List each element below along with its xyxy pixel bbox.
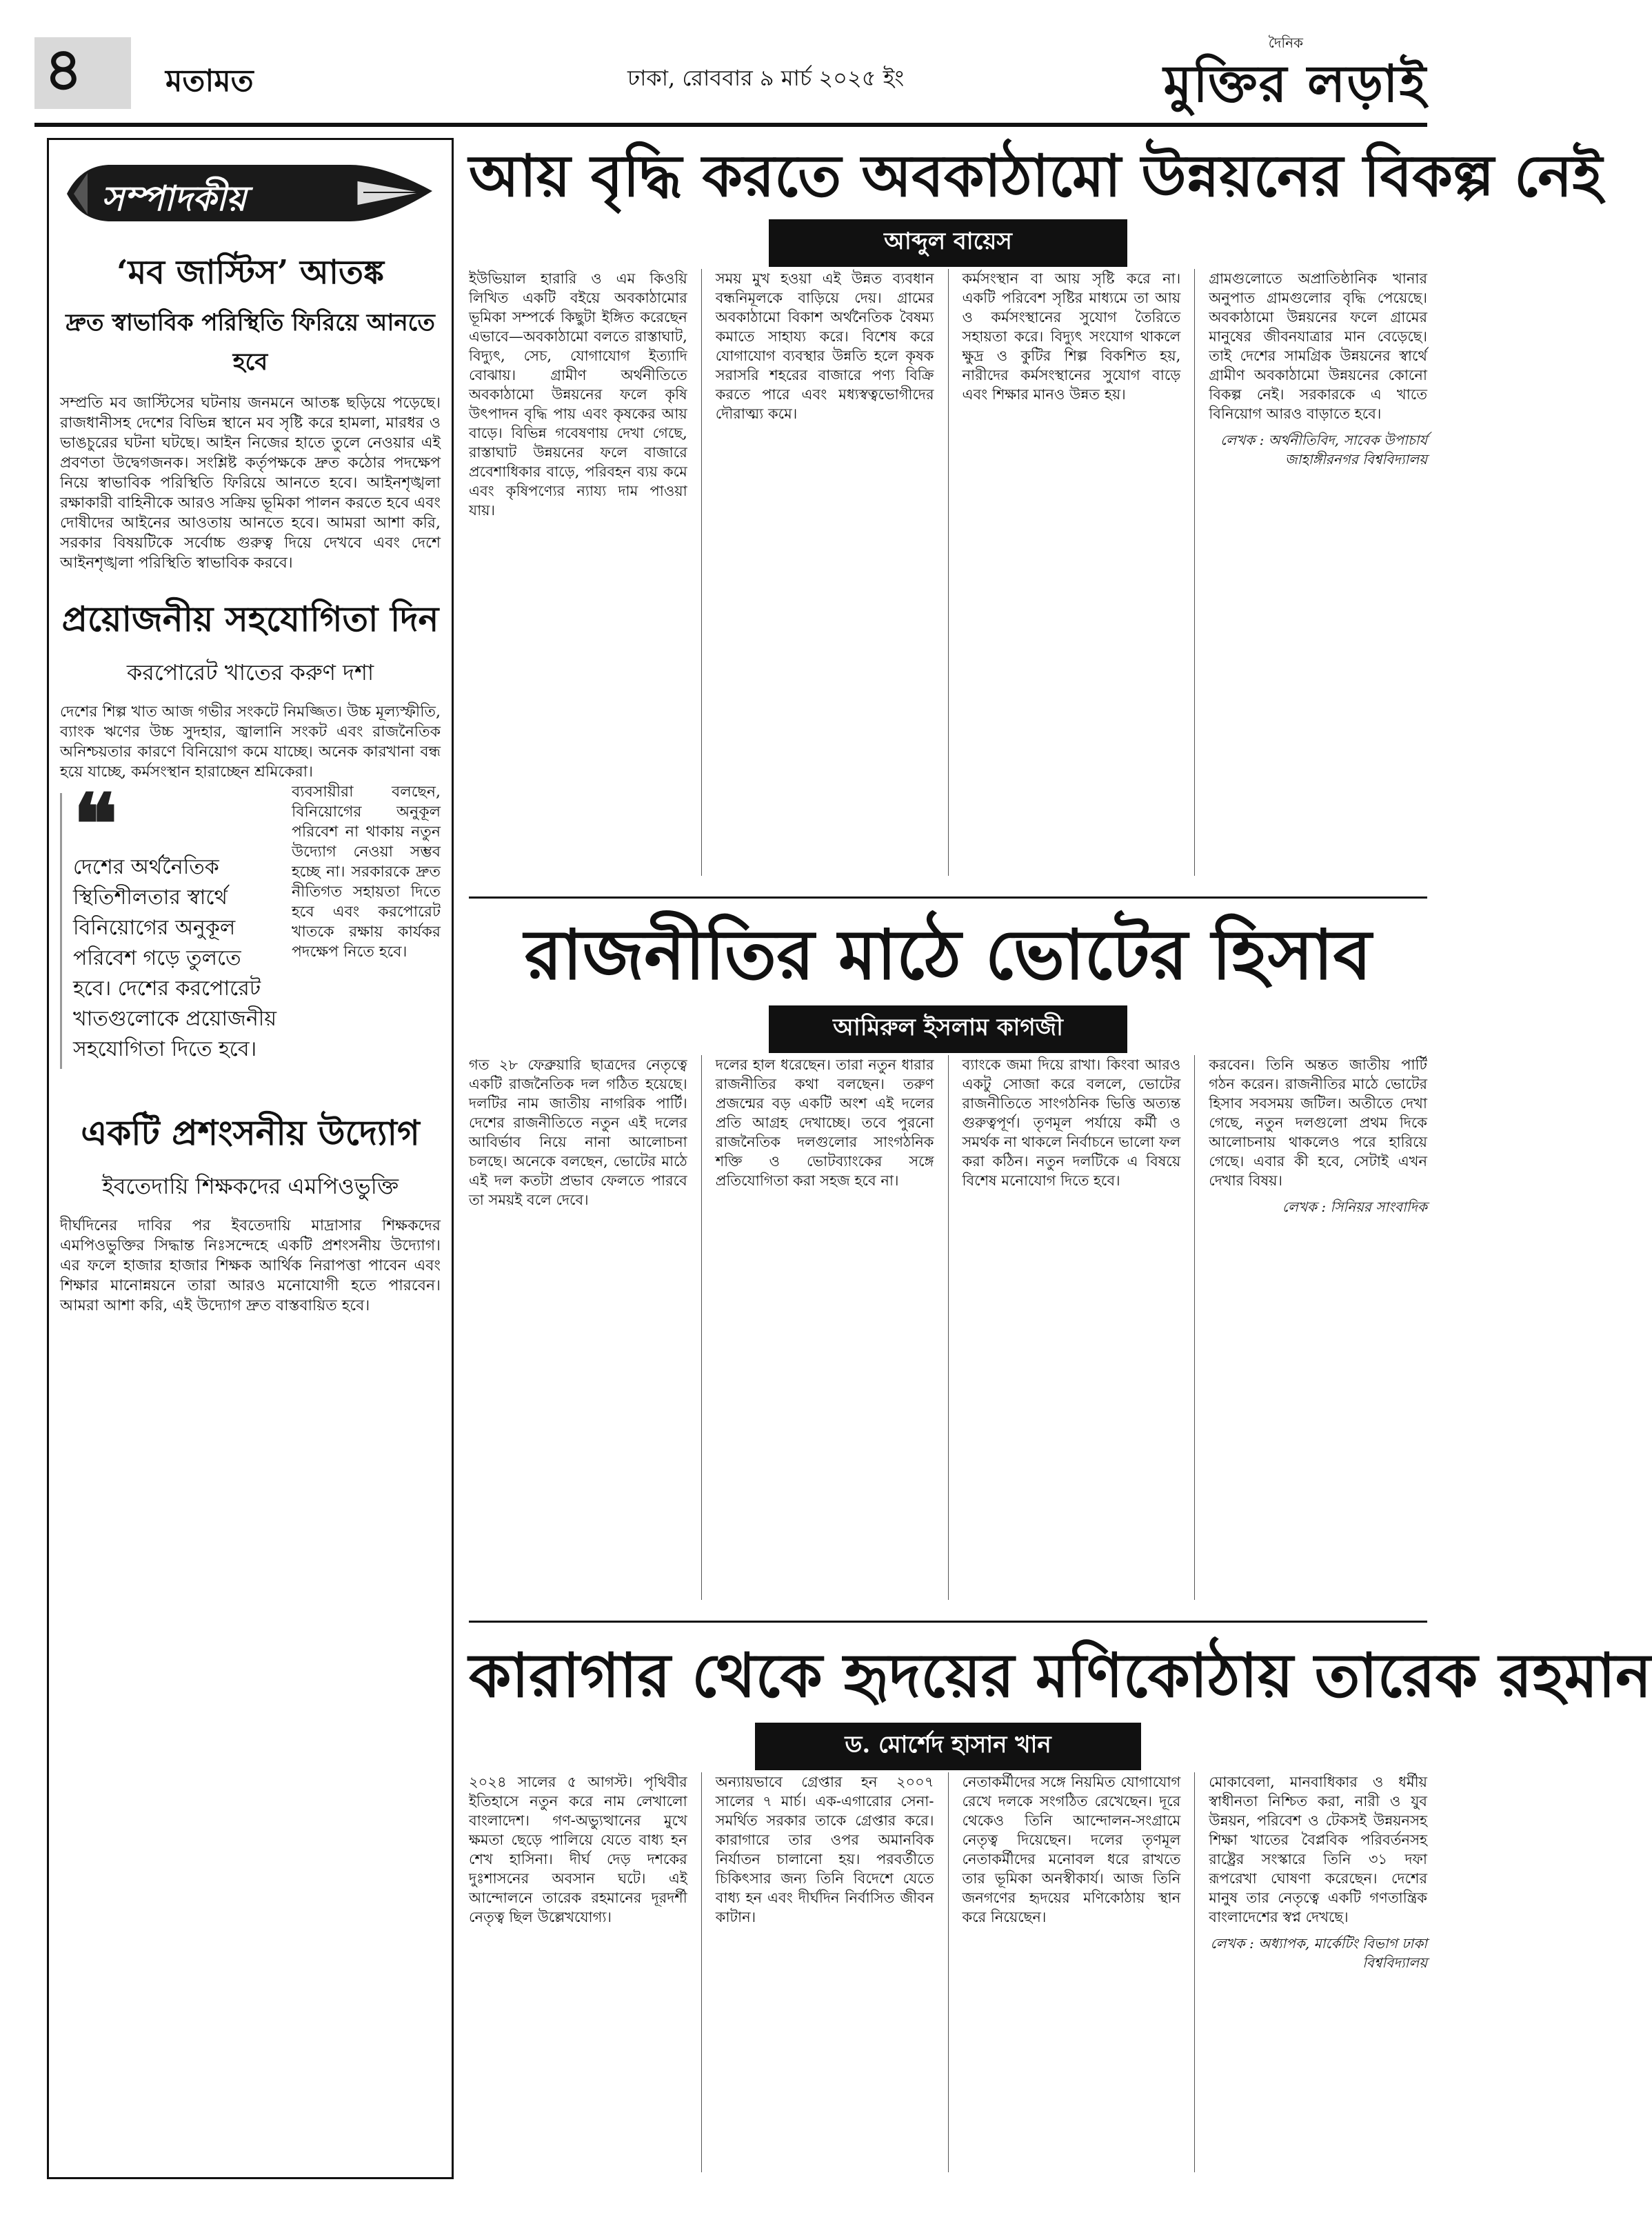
column-divider — [948, 1772, 949, 2172]
article-separator — [469, 1621, 1427, 1623]
section3-title: একটি প্রশংসনীয় উদ্যোগ — [81, 1112, 420, 1153]
editorial-subtitle: দ্রুত স্বাভাবিক পরিস্থিতি ফিরিয়ে আনতে হবে — [66, 309, 435, 376]
editorial-column — [47, 138, 454, 2179]
article-infrastructure — [469, 138, 1603, 890]
article2-last-column-text: করবেন। তিনি অন্তত জাতীয় পার্টি গঠন করেন। রাজনীতির মাঠে ভোটের হিসাব সবসময় জটিল। অতীতে দেখা গেছে, নতুন দলগুলো প্রথম দিকে আলোচনায় থাকলেও পরে হারিয়ে গেছে। এবার কী হবে, সেটাই এখন দেখার বিষয়। — [1209, 1056, 1427, 1189]
section2-body-continued: ব্যবসায়ীরা বলছেন, বিনিয়োগের অনুকূল পরিবেশ না থাকায় নতুন উদ্যোগ নেওয়া সম্ভব হচ্ছে না। সরকারকে দ্রুত নীতিগত সহায়তা দিতে হবে এবং করপোরেট খাতকে রক্ষায় কার্যকর পদক্ষেপ নিতে হবে। — [292, 783, 441, 961]
article1-column: কর্মসংস্থান বা আয় সৃষ্টি করে না। একটি পরিবেশ সৃষ্টির মাধ্যমে তা আয় ও কর্মসংস্থানের সুযোগ তৈরিতে সহায়তা করে। বিদ্যুৎ সংযোগ থাকলে ক্ষুদ্র ও কুটির শিল্প বিকশিত হয়, নারীদের কর্মসংস্থানের সুযোগ বাড়ে এবং শিক্ষার মানও উন্নত হয়। — [962, 270, 1181, 403]
column-divider — [1194, 1772, 1195, 2172]
article2-column: ব্যাংকে জমা দিয়ে রাখা। কিংবা আরও একটু সোজা করে বললে, ভোটের রাজনীতিতে সাংগঠনিক ভিত্তি অত্যন্ত গুরুত্বপূর্ণ। তৃণমূল পর্যায়ে কর্মী ও সমর্থক না থাকলে নির্বাচনে ভালো ফল করা কঠিন। নতুন দলটিকে এ বিষয়ে বিশেষ মনোযোগ দিতে হবে। — [962, 1056, 1181, 1189]
article3-column: নেতাকর্মীদের সঙ্গে নিয়মিত যোগাযোগ রেখে দলকে সংগঠিত রেখেছেন। দূরে থেকেও তিনি আন্দোলন-সংগ্রামে নেতৃত্ব দিয়েছেন। দলের তৃণমূল নেতাকর্মীদের মনোবল ধরে রাখতে তার ভূমিকা অনস্বীকার্য। আজ তিনি জনগণের হৃদয়ের মণিকোঠায় স্থান করে নিয়েছেন। — [962, 1774, 1181, 1925]
article3-columns — [469, 1772, 1427, 2172]
article1-byline: আব্দুল বায়েস — [769, 219, 1127, 267]
pull-quote-text: দেশের অর্থনৈতিক স্থিতিশীলতার স্বার্থে বিনিয়োগের অনুকূল পরিবেশ গড়ে তুলতে হবে। দেশের করপোরেট খাতগুলোকে প্রয়োজনীয় সহযোগিতা দিতে হবে। — [73, 855, 277, 1061]
section3-body: দীর্ঘদিনের দাবির পর ইবতেদায়ি মাদ্রাসার শিক্ষকদের এমপিওভুক্তির সিদ্ধান্ত নিঃসন্দেহে একটি প্রশংসনীয় উদ্যোগ। এর ফলে হাজার হাজার শিক্ষক আর্থিক নিরাপত্তা পাবেন এবং শিক্ষার মানোন্নয়নে তারা আরও মনোযোগী হতে পারবেন। আমরা আশা করি, এই উদ্যোগ দ্রুত বাস্তবায়িত হবে। — [60, 1217, 441, 1314]
article2-credit: লেখক : সিনিয়র সাংবাদিক — [1282, 1199, 1427, 1215]
quote-mark-icon: ❝ — [73, 776, 118, 873]
logo-main-text: মুক্তির লড়াই — [1163, 54, 1427, 114]
article1-last-column-text: গ্রামগুলোতে অপ্রাতিষ্ঠানিক খানার অনুপাত গ্রামগুলোর বৃদ্ধি পেয়েছে। অবকাঠামো উন্নয়নের ফলে গ্রামের মানুষের জীবনযাত্রার মান বেড়েছে। তাই দেশের সামগ্রিক উন্নয়নের স্বার্থে গ্রামীণ অবকাঠামো উন্নয়নের কোনো বিকল্প নেই। সরকারকে এ খাতে বিনিয়োগ আরও বাড়াতে হবে। — [1209, 270, 1427, 422]
masthead — [34, 33, 1427, 116]
editorial-body: সম্প্রতি মব জাস্টিসের ঘটনায় জনমনে আতঙ্ক ছড়িয়ে পড়েছে। রাজধানীসহ দেশের বিভিন্ন স্থানে মব সৃষ্টি করে হামলা, মারধর ও ভাঙচুরের ঘটনা ঘটছে। আইন নিজের হাতে তুলে নেওয়ার এই প্রবণতা উদ্বেগজনক। সংশ্লিষ্ট কর্তৃপক্ষকে দ্রুত কঠোর পদক্ষেপ নিয়ে স্বাভাবিক পরিস্থিতি ফিরিয়ে আনতে হবে। আইনশৃঙ্খলা রক্ষাকারী বাহিনীকে আরও সক্রিয় ভূমিকা পালন করতে হবে এবং দোষীদের আইনের আওতায় আনতে হবে। আমরা আশা করি, সরকার বিষয়টিকে সর্বোচ্চ গুরুত্ব দিয়ে দেখবে এবং দেশে আইনশৃঙ্খলা পরিস্থিতি স্বাভাবিক করবে। — [60, 394, 441, 572]
editorial-banner — [60, 152, 441, 235]
article1-column — [1209, 269, 1427, 876]
article1-headline: আয় বৃদ্ধি করতে অবকাঠামো উন্নয়নের বিকল্প নেই — [469, 142, 1603, 210]
article3-headline: কারাগার থেকে হৃদয়ের মণিকোঠায় তারেক রহমান — [469, 1640, 1652, 1711]
column-divider — [948, 269, 949, 876]
section2-subtitle: করপোরেট খাতের করুণ দশা — [126, 659, 374, 685]
article-vote-politics — [469, 910, 1427, 1614]
spacer — [60, 1080, 441, 1087]
column-divider — [948, 1055, 949, 1600]
newspaper-logo — [1124, 33, 1427, 114]
article-separator — [469, 896, 1427, 899]
section3-subtitle: ইবতেদায়ি শিক্ষকদের এমপিওভুক্তি — [101, 1173, 399, 1199]
article3-column: ২০২৪ সালের ৫ আগস্ট। পৃথিবীর ইতিহাসে নতুন করে নাম লেখালো বাংলাদেশ। গণ-অভ্যুত্থানের মুখে ক্ষমতা ছেড়ে পালিয়ে যেতে বাধ্য হন শেখ হাসিনা। দীর্ঘ দেড় দশকের দুঃশাসনের অবসান ঘটে। এই আন্দোলনে তারেক রহমানের দূরদর্শী নেতৃত্ব ছিল উল্লেখযোগ্য। — [469, 1774, 687, 1925]
article1-credit: লেখক : অর্থনীতিবিদ, সাবেক উপাচার্য জাহাঙ্গীরনগর বিশ্ববিদ্যালয় — [1220, 432, 1427, 468]
page-number: ৪ — [34, 37, 131, 109]
column-divider — [701, 1055, 702, 1600]
article1-column: ইউভিয়াল হারারি ও এম কিওয়ি লিখিত একটি বইয়ে অবকাঠামোর ভূমিকা সম্পর্কে কিছুটা ইঙ্গিত করেছেন এভাবে—অবকাঠামো বলতে রাস্তাঘাট, বিদ্যুৎ, সেচ, যোগাযোগ ইত্যাদি বোঝায়। গ্রামীণ অর্থনীতিতে অবকাঠামো উন্নয়নের ফলে কৃষি উৎপাদন বৃদ্ধি পায় এবং কৃষকের আয় বাড়ে। বিভিন্ন গবেষণায় দেখা গেছে, রাস্তাঘাট উন্নয়নের ফলে বাজারে প্রবেশাধিকার বাড়ে, পরিবহন ব্যয় কমে এবং কৃষিপণ্যের ন্যায্য দাম পাওয়া যায়। — [469, 270, 687, 519]
column-divider — [1194, 269, 1195, 876]
article2-column — [1209, 1055, 1427, 1600]
article2-byline: আমিরুল ইসলাম কাগজী — [769, 1005, 1127, 1053]
column-divider — [1194, 1055, 1195, 1600]
article3-column: অন্যায়ভাবে গ্রেপ্তার হন ২০০৭ সালের ৭ মার্চ। এক-এগারোর সেনা-সমর্থিত সরকার তাকে গ্রেপ্তার করে। কারাগারে তার ওপর অমানবিক নির্যাতন চালানো হয়। পরবর্তীতে চিকিৎসার জন্য তিনি বিদেশে যেতে বাধ্য হন এবং দীর্ঘদিন নির্বাসিত জীবন কাটান। — [715, 1774, 934, 1925]
article3-column — [1209, 1772, 1427, 2172]
section2-body: দেশের শিল্প খাত আজ গভীর সংকটে নিমজ্জিত। উচ্চ মূল্যস্ফীতি, ব্যাংক ঋণের উচ্চ সুদহার, জ্বালানি সংকট এবং রাজনৈতিক অনিশ্চয়তার কারণে বিনিয়োগ কমে যাচ্ছে। অনেক কারখানা বন্ধ হয়ে যাচ্ছে, কর্মসংস্থান হারাচ্ছেন শ্রমিকেরা। — [60, 703, 441, 781]
article3-last-column-text: মোকাবেলা, মানবাধিকার ও ধর্মীয় স্বাধীনতা নিশ্চিত করা, নারী ও যুব উন্নয়ন, পরিবেশ ও টেকসই উন্নয়নসহ শিক্ষা খাতের বৈপ্লবিক পরিবর্তনসহ রাষ্ট্রের সংস্কারে তিনি ৩১ দফা রূপরেখা ঘোষণা করেছেন। দেশের মানুষ তার নেতৃত্বে একটি গণতান্ত্রিক বাংলাদেশের স্বপ্ন দেখছে। — [1209, 1774, 1427, 1925]
article3-credit: লেখক : অধ্যাপক, মার্কেটিং বিভাগ ঢাকা বিশ্ববিদ্যালয় — [1210, 1935, 1427, 1971]
dateline: ঢাকা, রোববার ৯ মার্চ ২০২৫ ইং — [627, 65, 905, 91]
editorial-title: ‘মব জাস্টিস’ আতঙ্ক — [116, 253, 385, 292]
article-tarique-rahman — [469, 1634, 1652, 2179]
column-divider — [701, 1772, 702, 2172]
article2-column: গত ২৮ ফেব্রুয়ারি ছাত্রদের নেতৃত্বে একটি রাজনৈতিক দল গঠিত হয়েছে। দলটির নাম জাতীয় নাগরিক পার্টি। দেশের রাজনীতিতে নতুন এই দলের আবির্ভাব নিয়ে নানা আলোচনা চলছে। অনেকে বলছেন, ভোটের মাঠে এই দল কতটা প্রভাব ফেলতে পারবে তা সময়ই বলে দেবে। — [469, 1056, 687, 1208]
article2-columns — [469, 1055, 1427, 1600]
column-divider — [701, 269, 702, 876]
masthead-rule — [34, 123, 1427, 127]
article1-column: সময় মুখ হওয়া এই উন্নত ব্যবধান বন্ধনিমূলকে বাড়িয়ে দেয়। গ্রামের অবকাঠামো বিকাশ অর্থনৈতিক বৈষম্য কমাতে সাহায্য করে। বিশেষ করে যোগাযোগ ব্যবস্থার উন্নতি হলে কৃষক সরাসরি শহরের বাজারে পণ্য বিক্রি করতে পারে এবং মধ্যস্বত্বভোগীদের দৌরাত্ম্য কমে। — [715, 270, 934, 422]
section2-title: প্রয়োজনীয় সহযোগিতা দিন — [61, 599, 439, 639]
pull-quote — [60, 776, 281, 1069]
article1-columns — [469, 269, 1427, 876]
article3-byline: ড. মোর্শেদ হাসান খান — [755, 1723, 1141, 1770]
section-name: মতামত — [165, 63, 254, 99]
editorial-label: সম্পাদকীয় — [101, 178, 247, 219]
logo-small-text: দৈনিক — [1268, 34, 1303, 51]
article2-headline: রাজনীতির মাঠে ভোটের হিসাব — [524, 914, 1372, 995]
article2-column: দলের হাল ধরেছেন। তারা নতুন ধারার রাজনীতির কথা বলছেন। তরুণ প্রজন্মের বড় একটি অংশ এই দলের প্রতি আগ্রহ দেখাচ্ছে। তবে পুরনো রাজনৈতিক দলগুলোর সাংগঠনিক শক্তি ও ভোটব্যাংকের সঙ্গে প্রতিযোগিতা করা সহজ হবে না। — [715, 1056, 934, 1189]
